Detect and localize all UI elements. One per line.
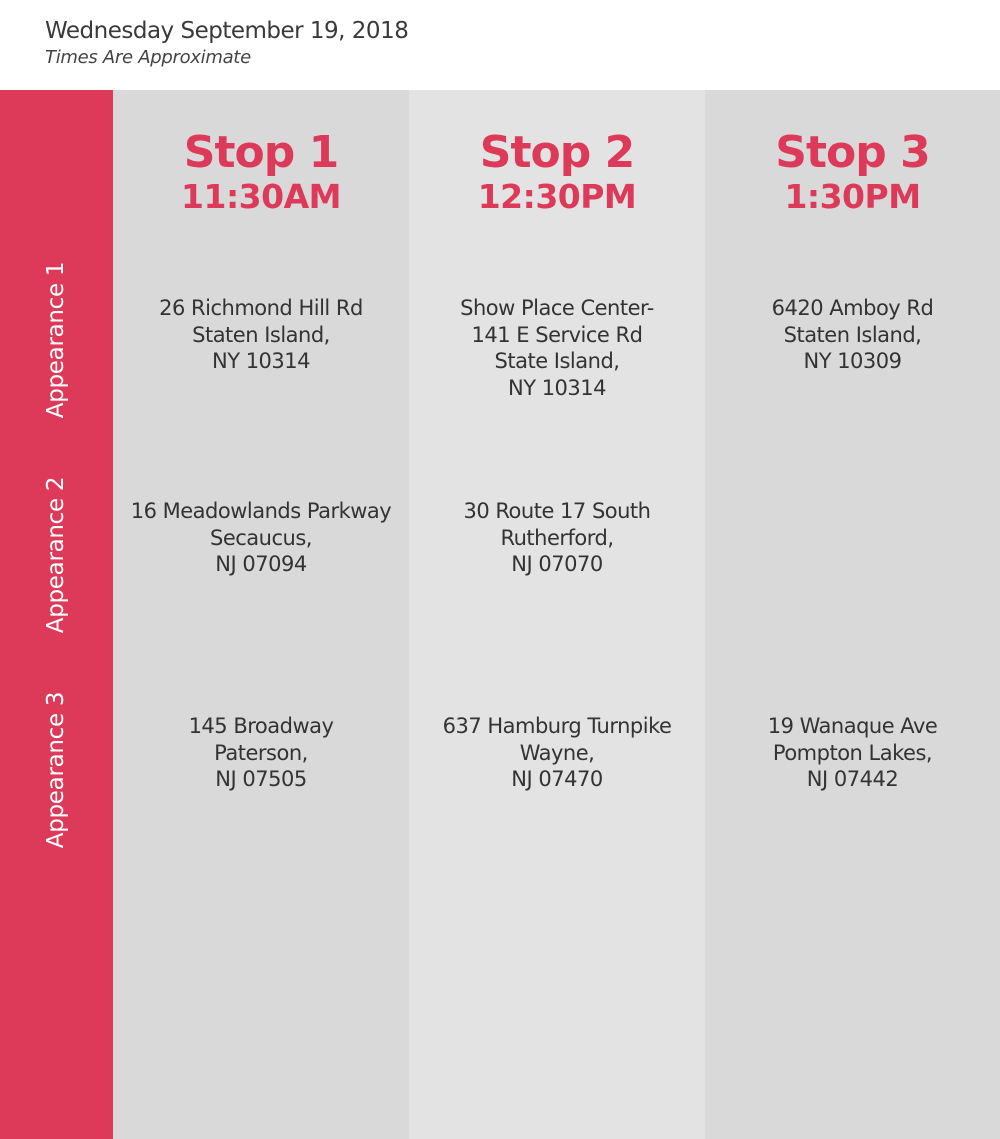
address-line: NY 10314: [211, 349, 311, 374]
address-line: 141 E Service Rd: [471, 322, 643, 347]
address-line: Staten Island,: [783, 322, 922, 347]
address-line: 16 Meadowlands Parkway: [130, 499, 392, 523]
stop-3-column: [705, 90, 1000, 1139]
address-line: Secaucus,: [210, 525, 312, 550]
row-label-appearance-3: Appearance 3: [43, 691, 69, 849]
stop-3-title: Stop 3: [775, 127, 930, 178]
address-line: State Island,: [494, 349, 620, 374]
address-line: NY 10309: [803, 349, 902, 374]
stop-1-appearance-2-address: [113, 498, 409, 578]
schedule-header: [45, 15, 945, 69]
stop-2-column: [409, 90, 705, 1139]
stop-1-appearance-3-address: [113, 713, 409, 793]
schedule-date: Wednesday September 19, 2018: [45, 18, 409, 44]
address-line: Paterson,: [214, 740, 308, 765]
stop-1-column: [113, 90, 409, 1139]
stop-3-heading: [705, 128, 1000, 216]
address-line: NJ 07442: [806, 767, 899, 792]
address-line: 145 Broadway: [188, 714, 334, 738]
stop-1-title: Stop 1: [183, 127, 339, 178]
address-line: Staten Island,: [192, 322, 330, 347]
address-line: NJ 07470: [511, 767, 603, 792]
stop-1-appearance-1-address: [113, 295, 409, 375]
stop-2-time: 12:30PM: [477, 177, 637, 216]
address-line: NJ 07505: [215, 767, 307, 792]
address-line: Rutherford,: [500, 525, 614, 550]
stop-2-appearance-1-address: [409, 295, 705, 401]
address-line: NJ 07070: [511, 552, 603, 577]
stop-2-title: Stop 2: [479, 127, 635, 178]
stop-1-heading: [113, 128, 409, 216]
address-line: 30 Route 17 South: [463, 499, 651, 523]
address-line: Wayne,: [519, 740, 595, 765]
address-line: 19 Wanaque Ave: [767, 714, 938, 738]
address-line: Pompton Lakes,: [772, 740, 933, 765]
stop-3-appearance-1-address: [705, 295, 1000, 375]
address-line: 637 Hamburg Turnpike: [442, 714, 672, 738]
address-line: NJ 07094: [215, 552, 307, 577]
stop-3-appearance-3-address: [705, 713, 1000, 793]
stop-2-appearance-2-address: [409, 498, 705, 578]
stop-2-appearance-3-address: [409, 713, 705, 793]
address-line: 26 Richmond Hill Rd: [159, 296, 363, 320]
appearance-sidebar: [0, 90, 113, 1139]
address-line: Show Place Center-: [460, 296, 654, 320]
stop-2-heading: [409, 128, 705, 216]
address-line: 6420 Amboy Rd: [771, 296, 934, 320]
stop-3-time: 1:30PM: [784, 177, 921, 216]
address-line: NY 10314: [507, 375, 607, 400]
stop-1-time: 11:30AM: [181, 177, 341, 216]
times-approximate-note: Times Are Approximate: [45, 47, 251, 68]
row-label-appearance-2: Appearance 2: [43, 476, 69, 634]
row-label-appearance-1: Appearance 1: [43, 261, 69, 419]
